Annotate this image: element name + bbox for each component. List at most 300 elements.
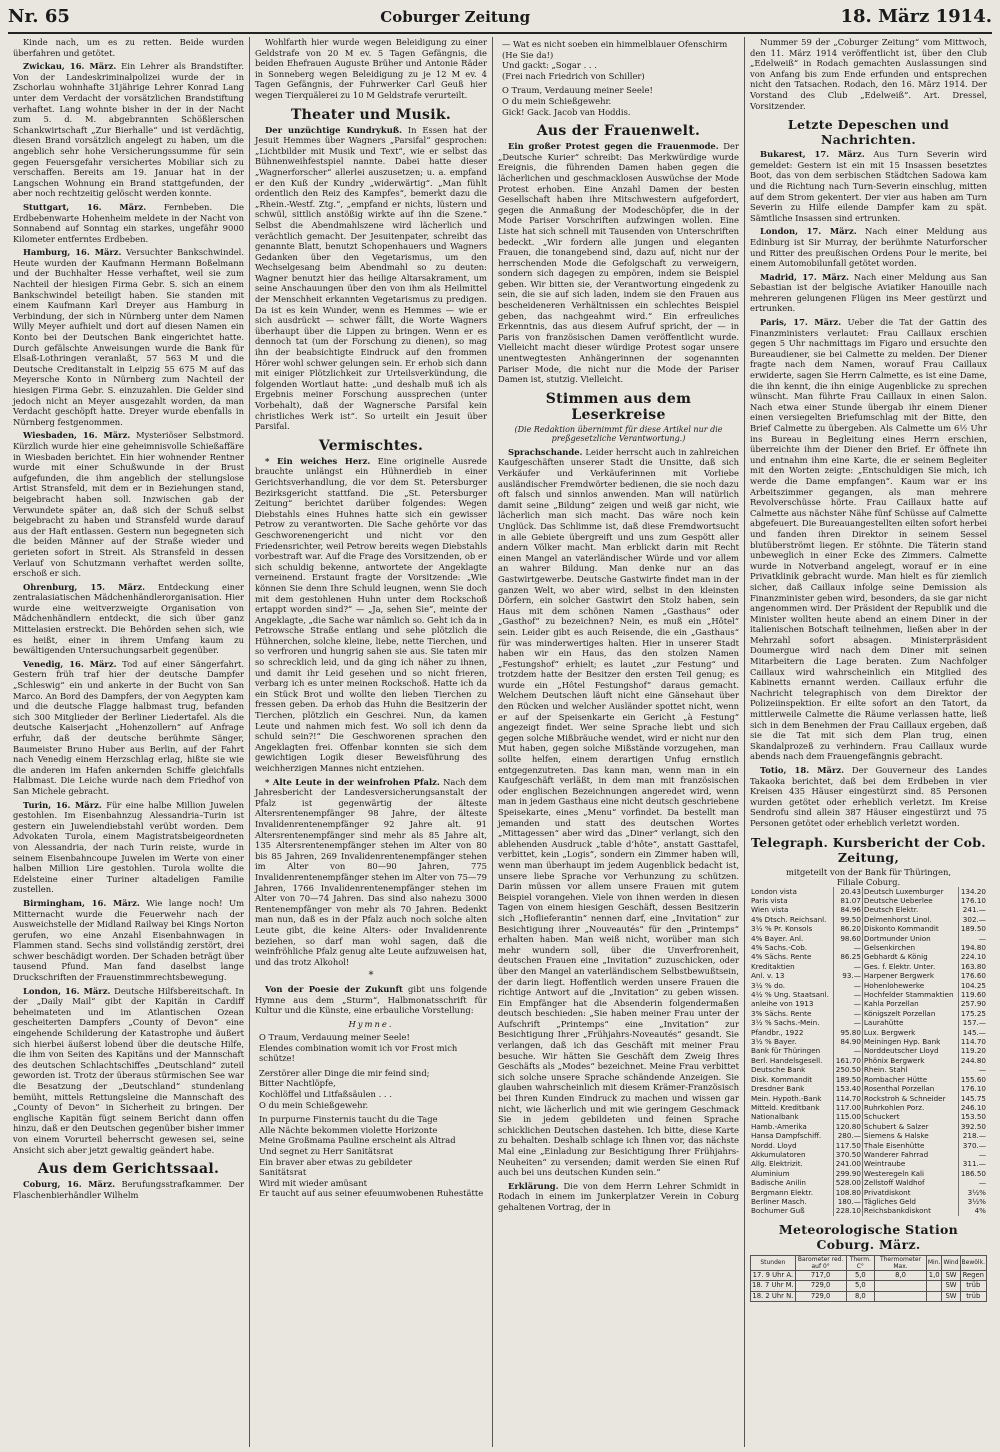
stock-price: 134.20 [960,886,986,896]
stock-name: 4% Sächs. Rente [750,952,833,961]
column-1 [8,37,250,1447]
table-cell: 5,0 [846,1281,875,1291]
stock-price: 228.10 [833,1206,862,1215]
stock-name: 3½ % do. [750,981,833,990]
article-ohrenburg [13,582,244,656]
stock-name: Wanderer Fahrrad [862,1150,958,1159]
stock-price: 302.— [962,914,986,924]
article-body: Leider herrscht auch in zahlreichen Kaufgeschäften unserer Stadt die Unsitte, daß sich Verkäufer und Verkäuferinnen mit Vorliebe ausländischer Fremdwörter bedienen, die sie noch dazu oft falsch und sinnlos anwenden. Man will natürlich damit seine „Bildung“ zeigen und weiß gar nicht, wie lächerlich man sich macht. Das wäre noch kein Unglück. Das Schlimme ist, daß diese Fremdwortsucht in alle Gebiete übergreift und uns zum Gespött aller andern Völker macht. Man erblickt darin mit Recht einen Mangel an vaterländischer Würde und vor allem an wahrer Bildung. Man denke nur an das Gastwirtgewerbe. Deutsche Gastwirte findet man in der ganzen Welt, wo aber wird, selbst in den kleinsten Dörfern, ein solcher Gastwirt den Stolz haben, sein Haus mit dem schönen Namen „Gasthaus“ oder „Gasthof“ zu bezeichnen? Nein, es muß ein „Hôtel“ sein. Leider gibt es auch Reisende, die ein „Gasthaus“ für was minderwertiges halten. Hier in unserer Stadt haben wir ein Haus, das den stolzen Namen „Festungshof“ erhielt; es lautet „zur Festung“ und trotzdem hatte der Besitzer den ersten Teil genug; es wurde ein „Hôtel Festungshof“ daraus gemacht. Welchem Deutschen läuft nicht eine Gänsehaut über den Rücken und welcher Ausländer spottet nicht, wenn er auf der Speisenkarte ein Gericht „à Festung“ angezeigt findet. Wer seine Sprache liebt und sich gegen solche Mißbräuche wendet, wird er nicht nur den Mut haben, gegen solche Mißstände vorzugehen, man sollte helfen, einem derartigen Unfug ernstlich entgegenzutreten. Das kann man, wenn man in ein Kaufgeschäft verläßt, in dem man mit französischen oder englischen Bezeichnungen angeredet wird, wenn man in jedem Gasthaus eine nicht deutsch geschriebene Speisekarte, eines „Menu“ vorfindet. Da bestellt man jemanden und statt des deutschen Wortes „Mittagessen“ aber wird das „Diner“ verlangt, sich den ablehenden Ausdruck „table d’hôte“, anstatt Gasttafel, verbittet, kein „Logis“, sondern ein Zimmer haben will, wenn man überhaupt im jedem Augenblick bedacht ist, unsere liebe Sprache vor Verhunzung zu schützen. Darin müssen vor allem unsere Frauen mit gutem Beispiel vorangehen. Viele von ihnen werden in diesen Tagen von einem hiesigen Geschäft, dessen Besitzerin sich „Hoflieferantin“ nennen darf, eine „Invitation“ zur Besichtigung ihrer „Nouveautés“ für den „Printemps“ erhalten haben. Man weiß nicht, worüber man sich mehr wundern soll, über die Unverfrorenheit, deutschen Frauen eine „Invitation“ zuzuschicken, oder über den Mangel an vaterländischem Selbstbewußtsein, der darin liegt. Hoffentlich werden unsere Frauen die richtige Antwort auf die „Invitation“ zu geben wissen. Ein Empfänger hat die Absenderin folgendermaßen deutsch beschieden: „Sie haben meiner Frau unter der Aufschrift „Printemps“ eine „Invitation“ zur Besichtigung Ihrer „Frühjahrs-Noveautés“ gesandt. Sie verlangen, daß ich das Geschäft mit meiner Frau besuche. Wir hätten Sie Geschäft dem Zweig Ihres Geschäfts als „Modes“ bezeichnet. Meine Frau verbittet sich solche unsere Sprache schändende Anzeigen. Sie glauben wahrscheinlich mit diesem Krämer-Französisch bei Ihren Kunden Eindruck zu machen und wissen gar nicht, wie lächerlich und mit wie geringem Geschmack Sie in jedem gebildeten und feinen Sprache schicklichen Deutschen dastehen. Ich bitte, diese Karte zu behalten. Deshalb schlage ich Ihnen vor, das nächste Mal eine „Einladung zur Besichtigung Ihrer Frühjahrs-Neuheiten“ zu versenden; damit werden Sie einen Ruf auch bei uns deutschen Kunden sein.“ [498,446,739,1178]
stock-name: Bochumer Guß [750,1206,833,1215]
article-text: Kinde nach, um es zu retten. Beide wurden überfahren und getötet. [13,37,244,58]
stock-name: Ruhrkohlen Porz. [862,1103,958,1112]
stock-name: Rhein. Stahl [862,1065,958,1074]
table-row [751,1291,987,1301]
dateline: Venedig, 16. März. [23,658,117,669]
article-title: Der unzüchtige Kundrykuß. [265,124,403,135]
stock-price: 370.— [962,1140,986,1150]
stock-name: Hansa Dampfschiff. [750,1131,833,1140]
stock-name: Thale Eisenhütte [862,1141,958,1150]
stock-name: Hohenlohewerke [862,981,958,990]
stock-name: 4% Dtsch. Reichsanl. [750,915,833,924]
article-poesie [255,984,487,1016]
stock-name: Mitteld. Kreditbank [750,1103,833,1112]
stock-price: 115.00 [833,1112,862,1121]
stock-price: 392.50 [960,1121,986,1131]
stock-price: 186.50 [960,1168,986,1178]
stock-name: Nationalbank [750,1112,833,1121]
table-row [750,896,987,905]
stock-name: Deutsch Elektr. [862,905,958,914]
table-cell: trüb [960,1291,986,1301]
article-hamburg [13,247,244,427]
table-row [751,1270,987,1280]
stock-price: 161.70 [833,1056,862,1065]
table-row [750,999,987,1008]
stock-price: — [833,981,862,990]
stock-price: 104.25 [960,980,986,990]
column-3 [493,37,745,1447]
masthead [8,6,992,34]
stock-name: Norddeutscher Lloyd [862,1046,958,1055]
stock-name: Weintraube [862,1159,958,1168]
column-2 [250,37,493,1447]
table-cell: 717,0 [795,1270,846,1280]
table-cell: trüb [960,1281,986,1291]
table-cell: 18. 7 Uhr M. [752,1281,794,1290]
article-stuttgart [13,202,244,244]
stock-name: Privatdiskont [862,1188,958,1197]
stock-price: 163.80 [960,961,986,971]
table-cell: 5,0 [846,1270,875,1280]
stock-name: Rombacher Hütte [862,1075,958,1084]
table-row [750,887,987,896]
stock-price: 108.80 [833,1188,862,1197]
table-cell: SW [942,1291,960,1301]
stock-price: — [978,933,986,943]
article-body: Tod auf einer Sängerfahrt. Gestern früh traf hier der deutsche Dampfer „Schleswig“ ein und ankerte in der Bucht von San Marco. An Bord des Dampfers, der von Aegypten kam und die deutsche Flagge halbmast trug, befanden sich 300 Mitglieder der Berliner Liedertafel. Als die deutsche Kaiserjacht „Hohenzollern“ auf Anfrage erfuhr, daß der deutsche berühmte Sänger, Baumeister Bruno Huber aus Berlin, auf der Fahrt nach Venedig einem Herzschlag erlag, hißte sie wie die anderen im Hafen ankernden Schiffe gleichfalls Halbmast. Die Leiche wurde nach dem Friedhof von San Michele gebracht. [13,658,244,796]
stock-name: Rosenthal Porzellan [862,1084,958,1093]
stock-name: Bergmann Elektr. [750,1188,833,1197]
article-body: Entdeckung einer zentralasiatischen Mädchenhändlerorganisation. Hier wurde eine weitverzweigte Organisation von Mädchenhändlern entdeckt, die sich über ganz Mittelasien erstreckt. Die Behörden sehen sich, wie es heißt, einer in ihrem Umfang kaum zu bewältigenden Untersuchungsarbeit gegenüber. [13,581,245,656]
dateline: London, 16. März. [23,985,111,996]
table-cell [926,1281,942,1291]
stock-name: Ges. f. Elektr. Unter. [862,962,958,971]
stock-name: 4% Bayer. Anl. [750,934,833,943]
stock-price: 224.10 [960,952,986,962]
stock-price: — [833,990,862,999]
table-row [750,915,987,924]
stock-price: 157.— [962,1018,986,1028]
issue-number: Nr. 65 [8,6,70,27]
stock-price: 86.25 [833,952,862,961]
article-venedig [13,659,244,797]
stock-name: Deutsche Ueberlee [862,896,958,905]
stock-name: Nordd. Lloyd [750,1141,833,1150]
stock-price: 84.90 [833,1037,862,1046]
stock-name: Aluminium [750,1169,833,1178]
article-title: * Alte Leute in der weinfrohen Pfalz. [265,776,440,787]
article-london-2 [750,226,987,268]
stock-name: Westeregeln Kali [862,1169,958,1178]
article-body: Eine originelle Ausrede brauchte unlängst ein Hühnerdieb in einer Gerichtsverhandlung, die vor dem St. Petersburger Bezirksgericht stattfand. Die „St. Petersburger Zeitung“ berichtet darüber folgendes: Wegen Diebstahls eines Huhnes hatte sich ein gewisser Petrow zu verantworten. Die Sache gehörte vor das Geschworenengericht und nicht vor den Friedensrichter, weil Petrow bereits wegen Diebstahls vorbestraft war. Auf die Frage des Vorsitzenden, ob er sich schuldig bekenne, antwortete der Angeklagte verneinend. Erstaunt fragte der Vorsitzende: „Wie können Sie denn Ihre Schuld leugnen, wenn Sie doch mit dem gestohlenen Huhn unter dem Rockschoß ertappt worden sind?“ — „Ja, sehen Sie“, meinte der Angeklagte, „die Sache war nämlich so. Geht ich da in Petrowsche Straße entlang und sehe plötzlich die Hühnerchen, solche kleine, liebe, nette Tierchen, und so verfroren und hungrig sahen sie aus. Sie taten mir so schrecklich leid, und da ging ich näher zu ihnen, und damit ihr Leid gesehen und so nicht frieren, verbarg ich es unter meinen Rockschoß. Hatte ich da ein Stück Brot und wollte den lieben Tierchen zu fressen geben. Da erhob das Huhn die Besitzerin der Tierchen, plötzlich ein Geschrei. Nun, da kamen Leute und nahmen mich fest. Wo soll ich denn da schuld sein?!“ Die Geschworenen sprachen den Angeklagten frei. Offenbar konnten sie sich dem gewichtigen Logik dieser Beweisführung des weichherzigen Mannes nicht entziehen. [255,455,488,773]
article-body: Nach dem Jahresbericht der Landesversicherungsanstalt der Pfalz ist gegenwärtig der älteste Altersrentenempfänger 98 Jahre, der älteste Invalidenrentenempfänger 92 Jahre alt. 91 Altersrentenempfänger sind mehr als 85 Jahre alt, 135 Altersrentenempfänger stehen im Alter von 80 bis 85 Jahren, 269 Invalidenrentenempfänger stehen im Alter von 80—90 Jahren, 775 Invalidenrentenempfänger stehen im Alter von 75—79 Jahren, 1766 Invalidenrentenempfänger stehen im Alter von 70—74 Jahren. Das sind also nahezu 3000 Rentenempfänger von mehr als 70 Jahren. Bedenkt man nun, daß es in der Pfalz auch noch solche alten Leute gibt, die keine Alters- oder Invalidenrente beziehen, so darf man wohl sagen, daß die weinfröhliche Pfalz genug alte Leute aufzuweisen hat, und das trotz Alkohol! [255,776,487,967]
table-row [750,943,987,952]
stock-price: 189.50 [960,924,986,934]
poem-stanza: Zerstörer aller Dinge die mir feind sind; Bitter Nachtlöpfe, Kochlöffel und Litfaßsäulen . . . O du mein Schießgewehr. [259,1067,430,1110]
dateline: Birmingham, 16. März. [23,897,140,908]
table-row [750,1028,987,1037]
dateline: Madrid, 17. März. [760,271,849,282]
stock-price: 119.20 [960,1046,986,1056]
stock-price: 114.70 [960,1037,986,1047]
table-cell [875,1281,927,1291]
column-header: Thermometer Max. [875,1255,927,1270]
article-title: Erklärung. [508,1180,559,1191]
stock-price: 81.07 [833,896,862,905]
stock-price: 95.80 [833,1028,862,1037]
stock-name: Zellstoff Waldhof [862,1178,958,1187]
stock-name: Pfandbr., 1922 [750,1028,833,1037]
table-row [750,1046,987,1055]
stock-name: Disk. Kommandit [750,1075,833,1084]
article-turin [13,800,244,895]
column-4 [745,37,992,1447]
article-body: Der „Deutsche Kurier“ schreibt: Das Merkwürdige wurde Ereignis, die führenden Damen haben gegen die lächerlichen und geschmacklosen Auswüchse der Mode Protest erhoben. Eine Anzahl Damen der besten Gesellschaft haben ihre Mitschwestern aufgefordert, gegen die Anmaßung der Modeschöpfer, die in der Mode Pariser Vorschriften aufzwingen wollen. Eine Liste hat sich schnell mit Tausenden von Unterschriften bedeckt. „Wir fordern alle jungen und eleganten Frauen, die tonangebend sind, dazu auf, nicht nur der herrschenden Mode die Gefolgschaft zu verweigern, sondern sich dagegen zu empören, indem sie Beispiel geben. Wir bitten sie, der Verantwortung eingedenk zu sein, die sie auf sich laden, indem sie den Frauen aus bescheideneren Verhältnissen ein schlechtes Beispiel geben, das nachgeahmt wird.“ Ein erfreuliches Erkenntnis, das aus diesem Aufruf spricht, der — in Paris von französischen Damen veröffentlicht wurde. Vielleicht macht dieser würdige Protest sogar unsere unentwegtesten Anhängerinnen der sogenannten Pariser Mode, die nicht nur die Mode der Pariser Damen ist, stutzig. Vielleicht. [498,141,739,385]
stock-price: 246.10 [960,1102,986,1112]
table-row [750,1150,987,1159]
weather-table [750,1255,987,1302]
article-body: Aus Turn Severin wird gemeldet: Gestern ist ein mit 15 Insassen besetztes Boot, das von dem serbischen Städtchen Sadowa kam und die Richtung nach Turn-Severin einschlug, mitten auf dem Strom gekentert. Der vier aus haben am Turn Severin zu Hilfe eilende Dampfer kam zu spät. Sämtliche Insassen sind ertrunken. [750,149,987,223]
article-paris [750,317,987,762]
dateline: Stuttgart, 16. März. [23,201,147,212]
section-disclaimer: (Die Redaktion übernimmt für diese Artikel nur die preßgesetzliche Verantwortung.) [514,424,723,443]
table-row [750,1131,987,1140]
article-body: Fernbeben. Die Erdbebenwarte Hohenheim meldete in der Nacht von Sonnabend auf Sonntag ein starkes, ungefähr 9000 Kilometer entferntes Erdbeben. [13,201,245,244]
stock-price: 241.00 [833,1159,862,1168]
table-cell: Regen [960,1270,986,1280]
dateline: London, 17. März. [760,226,857,237]
article-erklaerung [498,1181,739,1213]
stock-name: Hamb.-Amerika [750,1122,833,1131]
table-row [750,990,987,999]
stock-name: Tägliches Geld [862,1197,958,1206]
dateline: Coburg, 16. März. [23,1179,116,1190]
section-heading-gerichtssaal: Aus dem Gerichtssaal. [37,1161,220,1178]
dateline: Paris, 17. März. [760,317,842,328]
stock-name: Phönix Bergwerk [862,1056,958,1065]
stock-price: 176.60 [960,971,986,981]
stock-name: 3½ % Pr. Konsols [750,924,833,933]
section-heading-theater: Theater und Musik. [290,106,452,123]
table-cell: SW [942,1281,960,1291]
stock-name: Lux. Bergwerk [862,1028,958,1037]
poem-stanza: In purpurne Finsternis taucht du die Tage Alle Nächte bekommen violette Horizonte Meine Großmama Pauline erscheint als Altrad Und segnet zu Herr Sanitätsrat Ein braver aber etwas zu gebildeter Sanitätsrat Wird mit wieder amüsant Er taucht auf aus seiner efeuumwobenen Ruhestätte [259,1114,484,1199]
stock-price: 153.40 [833,1084,862,1093]
stock-price: 189.50 [833,1075,862,1084]
stock-price: 299.90 [833,1169,862,1178]
stock-name: Diskonto Kommandit [862,924,958,933]
stock-name: Meiningen Hyp. Bank [862,1037,958,1046]
stock-price: 3½% [967,1196,986,1206]
stock-price: 370.50 [833,1150,862,1159]
article-wiesbaden [13,430,244,578]
stock-price: 528.00 [833,1178,862,1187]
stock-price: 145.75 [960,1093,986,1103]
stock-price: 244.80 [960,1055,986,1065]
kursbericht-source: mitgeteilt von der Bank für Thüringen, [785,866,952,877]
dateline: Zwickau, 16. März. [23,61,117,72]
dateline: Turin, 16. März. [23,799,102,810]
article-body: Ein Lehrer als Brandstifter. Von der Landeskriminalpolizei wurde der in Zschorlau wohnhafte 31jährige Lehrer Konrad Lang unter dem Verdacht der vorsätzlichen Brandstiftung verhaftet. Lang wohnte bisher in der in der Nacht zum 5. d. M. abgebrannten Schößlerschen Schankwirtschaft „Zur Bierhalle“ und ist verdächtig, diesen Brand vorsätzlich angelegt zu haben, um die angeblich sehr hohe Versicherungssumme für sein gegen Feuersgefahr versichertes Mobiliar sich zu verschaffen. Bereits am 19. Januar hat in der Langschen Wohnung ein Brand stattgefunden, der aber noch rechtzeitig gelöscht werden konnte. [13,61,245,199]
section-heading-leserkreise: Stimmen aus dem Leserkreise [545,390,692,423]
table-cell: SW [942,1270,960,1280]
stock-price: 250.50 [833,1065,862,1074]
stock-price: 180.— [833,1197,862,1206]
table-row [750,1206,987,1215]
table-row [750,1103,987,1112]
article-title: * Ein weiches Herz. [265,455,371,466]
section-heading-meteorologie: Meteorologische Station Coburg. März. [778,1221,959,1252]
stock-name: Dortmunder Union [862,934,958,943]
table-row [750,1188,987,1197]
stock-name: Akkumulatoren [750,1150,833,1159]
article-bukarest [750,149,987,223]
dateline: Totio, 18. März. [760,765,845,775]
stock-name: Königszelt Porzellan [862,1009,958,1018]
article-madrid [750,272,987,314]
stock-name: Kahla Porzellan [862,999,958,1008]
article-title: Ein großer Protest gegen die Frauenmode. [508,141,719,152]
article-body: In Essen hat der Jesuit Hemmes über Wagners „Parsifal“ gesprochen: „Lichtbilder mit Musik und Text“, wie er selbst das Bühnenweihfestspiel nannte. Dabei hatte dieser „Wagnerforscher“ allerlei auszusetzen; u. a. empfand er den Kuß der Kundry „widerwärtig“. „Man fühlt ordentlich den Reiz des Kampfes“, bemerkt dazu die „Rhein.-Westf. Ztg.“, „empfand er nichts, lüstern und schwül, sittlich anstößig wirkte auf ihn die Szene.“ Selbst die Abendmahlszene wird lächerlich und verächtlich gemacht. Der Jesuitenpater, schreibt das genannte Blatt, benutzt Schopenhauers und Wagners Gedanken über den Vegetarismus, um den Wechselgesang beim Abendmahl so zu deuten: Wagner benutzt hier das heilige Altarsakrament, um seine Anschauungen über den von ihm als Heilmittel der Menschheit erkannten Vegetarismus zu predigen. Da ist es kein Wunder, wenn es Hemmes — wie er sich ausdrückt — schwer fällt, die Worte Wagners überhaupt über die Lippen zu bringen. Wenn er es dennoch tat (um der Forschung zu dienen), so mag ihn der beabsichtigte Eindruck auf den frommen Hörer wohl schwer gelungen sein. Er erhob sich dann mit einiger Plötzlichkeit zur Urteilsverkündung, die folgenden Wortlaut hatte: „und deshalb muß ich als Ergebnis meiner Forschung aussprechen (unter Vorbehalt), daß der Wagnersche Parsifal kein christliches Werk ist“. So urteilt ein Jesuit über Parsifal. [255,124,487,432]
table-row [750,1141,987,1150]
article-title: Sprachschande. [508,446,583,457]
stock-name: Schubert & Salzer [862,1122,958,1131]
table-row [750,1159,987,1168]
stock-price: 93.— [833,971,862,980]
article-coburg [13,1179,244,1200]
table-cell [926,1291,942,1301]
dateline: Hamburg, 16. März. [23,247,122,258]
stock-price: — [833,999,862,1008]
stock-name: Rockstroh & Schneider [862,1094,958,1103]
table-row [750,1009,987,1018]
article-sprachschande [498,447,739,1178]
stock-price: 4% [974,1206,986,1216]
table-row [750,1169,987,1178]
table-row [750,1075,987,1084]
article-body: Die von dem Herrn Lehrer Schmidt in Rodach in einem im Junkerplatzer Verein in Coburg gehaltenen Vortrag, der in [498,1180,739,1212]
separator-star: * [368,970,374,982]
stock-name: London vista [750,887,833,896]
column-header: Stunden [751,1255,796,1270]
stock-name: 4% Sachs.-Cob. [750,943,833,952]
table-row [750,981,987,990]
stock-price: 120.80 [833,1122,862,1131]
stock-price: 3½% [967,1187,986,1197]
stock-price: 98.60 [833,934,862,943]
article-body: Berufungsstrafkammer. Der Flaschenbierhändler Wilhelm [13,1179,244,1200]
stock-price: 119.60 [960,990,986,1000]
stock-price: 114.70 [833,1094,862,1103]
stock-price: 241.— [962,905,986,915]
table-cell: 18. 2 Uhr N. [752,1291,794,1300]
column-header: Bewölk. [960,1255,986,1270]
stock-price: 311.— [962,1159,986,1169]
table-row [750,1037,987,1046]
article-tokio [750,765,987,829]
dateline: Wiesbaden, 16. März. [23,430,131,441]
table-row [750,952,987,961]
table-cell: 8,0 [875,1270,927,1280]
table-row [750,1178,987,1187]
article-body: Ueber die Tat der Gattin des Finanzministers verlautet: Frau Caillaux erschien gegen 5 Uhr nachmittags im Figaro und ersuchte den Bureaudiener, sie bei Calmette zu melden. Der Diener fragte nach dem Namen, worauf Frau Caillaux erwiderte, sagen Sie Herrn Calmette, es ist eine Dame, die ihn kennt, die ihn einige Augenblicke zu sprechen wünscht. Man führte Frau Caillaux in einen Salon. Nach etwa einer Stunde übergab ihr einem Diener einen versiegelten Briefumschlag mit der Bitte, den Brief Calmette zu übergeben. Als Calmette um 6½ Uhr ins Bureau in Begleitung eines Herrn erschien, überreichte ihm der Diener den Brief. Er öffnete ihn und entnahm ihm eine Karte, die er seinem Begleiter mit den Worten zeigte: „Entschuldigen Sie mich, ich werde die Dame empfangen“. Kaum war er ins Arbeitszimmer gegangen, als man mehrere Revolverschüsse hörte. Frau Caillaux hatte auf Calmette aus nächster Nähe fünf Schüsse auf Calmette abgefeuert. Die Bureauangestellten eilten sofort herbei und fanden ihren Direktor in seinem Sessel blutüberströmt liegen. Er stöhnte. Die Täterin stand unbeweglich in einer Ecke des Zimmers. Calmette wurde in Notverband angelegt, worauf er in eine Privatklinik gebracht wurde. Man hielt es für ziemlich sicher, daß Caillaux infolge seine Demission als Finanzminister geben wird, besonders, da sie gar nicht angenommen wird. Der Präsident der Republik und die Minister wollten heute abend an einem Diner in der italienischen Botschaft teilnehmen, ließen aber in der Mehrzahl sofort absagen. Ministerpräsident Doumergue wird nach dem Diner mit seinen Mitarbeitern die Lage beraten. Zum Nachfolger Caillaux wird wahrscheinlich ein Mitglied des Kabinetts ernannt werden. Caillaux erfuhr die Nachricht telegraphisch von dem Direktor der Polizeiinspektion. Er eilte sofort an den Tatort, da mittlerweile Calmette die Räume verlassen hatte, ließ sich in dem Benehmen der Frau Caillaux ergeben, daß sie die Tat mit sich dem Plan trug, einen Skandalprozeß zu verhindern. Frau Caillaux wurde abends nach dem Frauengefängnis gebracht. [750,317,987,762]
table-row [750,962,987,971]
stock-price: — [833,1018,862,1027]
column-header: Min. [926,1255,942,1270]
issue-date: 18. März 1914. [840,6,992,27]
stock-price: 153.50 [960,1112,986,1122]
stock-price: 155.60 [960,1074,986,1084]
article-text: Wohlfarth hier wurde wegen Beleidigung zu einer Geldstrafe von 20 M ev. 5 Tagen Gefängnis, die beiden Ehefrauen Auguste Brüher und Antonie Räder in Sonneberg wegen Beleidigung zu je 12 M ev. 4 Tagen Gefängnis, der Fuhrwerker Carl Geuß hier wegen Tierquälerei zu 10 M Geldstrafe verurteilt. [255,37,487,100]
article-kundrykuss [255,125,487,432]
article-title: Von der Poesie der Zukunft [265,984,403,995]
stock-name: Harpener Bergwerk [862,971,958,980]
poem-stanza: O Traum, Verdauung meiner Seele! Elendes combination womit ich vor Frost mich schütze! [259,1032,458,1064]
stock-name: anleihe von 1913 [750,999,833,1008]
stock-price: 84.96 [833,905,862,914]
table-row [750,1065,987,1074]
section-heading-kursbericht: Telegraph. Kursbericht der Cob. Zeitung, [751,834,986,865]
table-cell: 8,0 [846,1291,875,1301]
article-body: Wie lange noch! Um Mitternacht wurde die Feuerwehr nach der Ausweichstelle der Midland Railway bei Kings Norton gerufen, wo eine Anzahl Eisenbahnwagen in Flammen stand. Sechs sind vollständig zerstört, drei schwer beschädigt worden. Der Schaden beträgt über tausend Pfund. Man fand daselbst lange Druckschriften der Frauenstimmrechtsbewegung. [13,897,245,983]
article-weiches-herz [255,456,487,774]
stock-name: Badische Anilin [750,1178,833,1187]
article-frauenmode [498,141,739,385]
stock-price: 99.50 [833,915,862,924]
stock-name: Gebhardt & König [862,952,958,961]
stock-price: 175.25 [960,1008,986,1018]
article-body: Deutsche Hilfsbereitschaft. In der „Daily Mail“ gibt der Kapitän in Cardiff beheimateten und im Atlantischen Ozean gescheiterten Dampfers „County of Devon“ eine eingehende Schilderung der Katastrophe und äußert sich hierbei äußerst lobend über die deutsche Hilfe, die ihm von Seiten des Kapitäns und der Mannschaft des deutschen Schlachtschiffes „Deutschland“ zuteil geworden ist. Trotz der überaus stürmischen See war die Besatzung der „Deutschland“ stundenlang bemüht, mittels Rettungsleine die Mannschaft des „County of Devon“ in Sicherheit zu bringen. Der englische Kapitän fügt seinem Bericht dann offen hinzu, daß er den Deutschen gegenüber bisher immer von einem Vorurteil beherrscht gewesen sei, seine Ansicht sich aber jetzt gewaltig geändert habe. [13,985,244,1155]
stock-price: — [833,962,862,971]
article-london [13,986,244,1156]
stock-price: 117.00 [833,1103,862,1112]
stock-price: 176.10 [960,895,986,905]
article-body: gibt uns folgende Hymne aus dem „Sturm“, Halbmonatsschrift für Kultur und die Künste, eine erbauliche Vorstellung: [255,984,487,1016]
table-row [750,1018,987,1027]
stock-price: — [833,1009,862,1018]
table-row [750,924,987,933]
stock-price: 257.90 [960,999,986,1009]
stock-name: 3½ % Bayer. [750,1037,833,1046]
dateline: Bukarest, 17. März. [760,149,865,160]
table-row [750,934,987,943]
stock-name: Dresdner Bank [750,1084,833,1093]
columns [8,37,992,1447]
article-alte-leute [255,777,487,968]
table-row [750,1056,987,1065]
stock-price: — [978,1065,986,1075]
section-heading-frauenwelt: Aus der Frauenwelt. [536,123,701,140]
kursbericht-branch: Filiale Coburg. [836,876,901,887]
stock-name: Anl. v. 13 [750,971,833,980]
stock-price: 145.— [962,1027,986,1037]
stock-name: Gelsenkirchen [862,943,958,952]
stock-name: Reichsbankdiskont [862,1206,958,1215]
stock-name: Deutsche Bank [750,1065,833,1074]
poem-stanza: — Wat es nicht soeben ein himmelblauer Ofenschirm (He Sie da!) Und gackt: „Sogar . . . (Frei nach Friedrich von Schiller) [502,39,728,81]
column-header: Therm. C° [846,1255,875,1270]
poem-title: Hymne. [348,1019,394,1030]
table-row [751,1281,987,1291]
poem-stanza: O Traum, Verdauung meiner Seele! O du mein Schießgewehr. Gick! Gack. Jacob van Hoddis. [502,85,653,117]
table-row [750,1094,987,1103]
stock-price: — [978,1178,986,1188]
article-body: Für eine halbe Million Juwelen gestohlen. Im Eisenbahnzug Alessandria–Turin ist gestern ein Juwelendiebstahl verübt worden. Dem Advokaten Turola, einem Magistratsbeigeordneten von Alessandria, der nach Turin reiste, wurde in seinem Eisenbahncoupe Juwelen im Werte von einer halben Million Lire gestohlen. Turola wollte die Edelsteine einer Turiner altadeligen Familie zustellen. [13,799,244,895]
stock-name: 4½ % Ung. Staatsanl. [750,990,833,999]
stock-name: Berl. Handelsgesell. [750,1056,833,1065]
section-heading-depeschen: Letzte Depeschen und Nachrichten. [787,117,950,148]
table-row [750,1122,987,1131]
article-zwickau [13,61,244,199]
table-cell: 729,0 [795,1281,846,1291]
article-body: Versuchter Bankschwindel. Heute wurden der Kaufmann Hermann Boßelmann und der Buchhalter Hesse verhaftet, weil sie zum Nachteil der hiesigen Firma Gebr. S. sich an einem Bankschwindel beteiligt haben. Sie standen mit einem Kaufmann Karl Dreyer aus Hamburg in Verbindung, der sich in Nürnberg unter dem Namen Willy Meyer aufhielt und dort auf diesen Namen ein Konto bei der Deutschen Bank eingerichtet hatte. Durch gefälschte Anweisungen wurde die Bank für Elsaß-Lothringen veranlaßt, 57 563 M und die Deutsche Creditanstalt in Leipzig 55 675 M auf das Meyersche Konto in Nürnberg zum Nachteil der hiesigen Firma Gebr. S. einzuzahlen. Die Gelder sind jedoch nicht an Meyer ausgezahlt worden, da man Verdacht geschöpft hatte. Dreyer wurde ebenfalls in Nürnberg festgenommen. [13,247,245,427]
stock-name: Bank für Thüringen [750,1046,833,1055]
column-header: Wind [942,1255,960,1270]
kurs-table [750,887,987,1216]
table-row [750,905,987,914]
table-cell: 1,0 [926,1270,942,1280]
stock-price: 176.10 [960,1084,986,1094]
table-cell [875,1291,927,1301]
stock-name: 3½ % Sachs.-Mein. [750,1018,833,1027]
table-row [750,1197,987,1206]
stock-price: 280.— [833,1131,862,1140]
stock-name: Berliner Masch. [750,1197,833,1206]
stock-price: — [833,943,862,952]
article-body: Nach einer Meldung aus San Sebastian ist der belgische Aviatiker Hanouille nach mehreren gelungenen Flügen ins Meer gestürzt und ertrunken. [750,271,988,314]
stock-name: Laurahütte [862,1018,958,1027]
stock-name: Delmenhorst Linol. [862,915,958,924]
stock-price: 117.50 [833,1141,862,1150]
table-row [750,1084,987,1093]
stock-price: — [978,1149,986,1159]
table-cell: 729,0 [795,1291,846,1301]
article-body: Der Gouverneur des Landes Takaoka berichtet, daß bei dem Erdbeben in vier Kreisen 435 Häuser eingestürzt sind. 85 Personen wurden getötet oder erheblich verletzt. Im Kreise Sendrofu sind allein 387 Häuser eingestürzt und 75 Personen getötet oder erheblich verletzt worden. [750,765,987,828]
paper-title: Coburger Zeitung [380,8,531,26]
stock-name: Paris vista [750,896,833,905]
stock-price: 194.80 [960,943,986,952]
dateline: Ohrenburg, 15. März. [23,581,146,592]
stock-name: Schuckert [862,1112,958,1121]
stock-name: Kreditaktien [750,962,833,971]
article-body: Mysteriöser Selbstmord. Kürzlich wurde hier eine geheimnisvolle Schießaffäre in Wiesbaden berichtet. Ein hier wohnender Rentner wurde mit einer Schußwunde in der Brust aufgefunden, die ihm angeblich der stellungslose Artist Stransfeld, mit dem er in Beziehungen stand, beigebracht haben soll. Inzwischen gab der Verwundete später an, daß sich der Schuß selbst beigebracht zu haben und Stransfeld wurde darauf aus der Haft entlassen. Gestern nun begegneten sich die beiden Männer auf der Straße wieder und gerieten sofort in Streit. Als Stransfeld in dessen Verlauf von Schutzmann verhaftet werden sollte, erschoß er sich. [13,430,244,579]
stock-name: Mein. Hypoth.-Bank [750,1094,833,1103]
stock-name: Deutsch Luxemburger [862,887,958,896]
stock-price: — [833,1046,862,1055]
column-header: Barometer red. auf 0° [795,1255,846,1270]
stock-price: 20.43 [833,887,862,896]
article-body: Nach einer Meldung aus Edinburg ist Sir Murray, der berühmte Naturforscher und Ritter des preußischen Ordens Pour le merite, bei einem Automobilunfall getötet worden. [750,226,987,269]
stock-name: Siemens & Halske [862,1131,958,1140]
table-row [750,1112,987,1121]
stock-name: Allg. Elektrizit. [750,1159,833,1168]
stock-name: 3% Sächs. Rente [750,1009,833,1018]
stock-name: Wien vista [750,905,833,914]
article-text: Nummer 59 der „Coburger Zeitung“ vom Mittwoch, den 11. März 1914 veröffentlicht ist, über den Club „Edelweiß“ in Rodach gemachten Auslassungen sind von Anfang bis zum Ende erfunden und entsprechen nicht den Tatsachen. Rodach, den 16. März 1914. Der Vorstand des Club „Edelweiß“. Art. Dressel, Vorsitzender. [750,37,987,111]
stock-price: 86.20 [833,924,862,933]
section-heading-vermischtes: Vermischtes. [318,437,424,454]
table-cell: 17. 9 Uhr A. [751,1270,796,1280]
